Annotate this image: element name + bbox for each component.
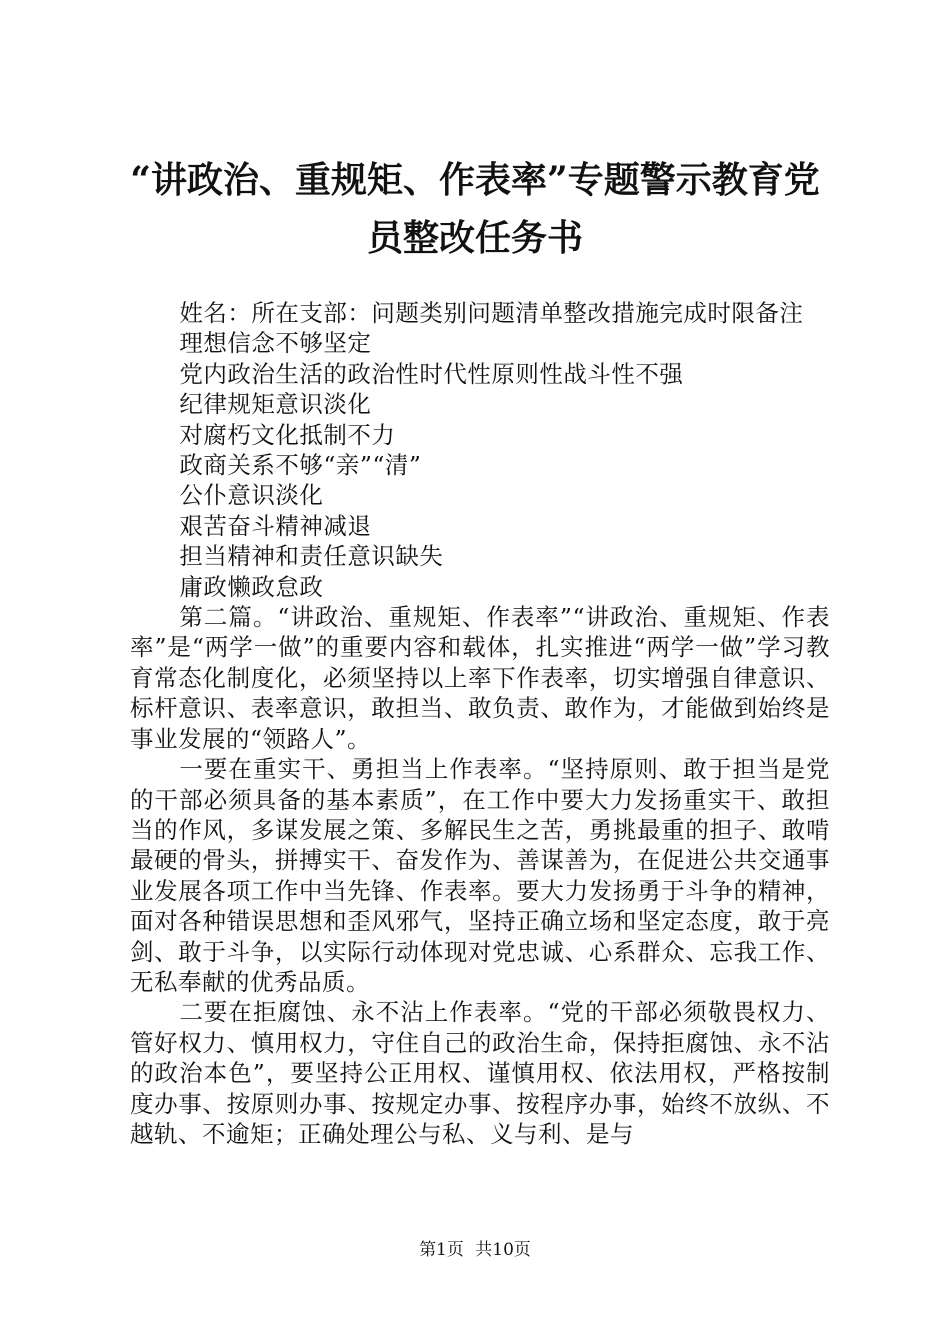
document-title-line-1: “讲政治、重规矩、作表率”专题警示教育党 — [130, 159, 820, 201]
page-total: 共10页 — [475, 1240, 531, 1260]
problem-item: 对腐朽文化抵制不力 — [179, 420, 396, 449]
document-title-line-2: 员整改任务书 — [366, 217, 583, 259]
body-paragraph: 第二篇。“讲政治、重规矩、作表率”“讲政治、重规矩、作表率”是“两学一做”的重要内容和载体，扎实推进“两学一做”学习教育常态化制度化，必须坚持以上率下作表率，切实增强自律意识、标杆意识、表率意识，敢担当、敢负责、敢作为，才能做到始终是事业发展的“领路人”。 — [130, 603, 830, 753]
problem-item: 党内政治生活的政治性时代性原则性战斗性不强 — [179, 359, 684, 388]
problem-item: 理想信念不够坚定 — [179, 329, 372, 358]
document-body — [130, 298, 830, 1149]
problem-item: 政商关系不够“亲”“清” — [179, 451, 422, 480]
header-fields-paragraph: 姓名：所在支部：问题类别问题清单整改措施完成时限备注 — [179, 299, 804, 327]
problem-item: 艰苦奋斗精神减退 — [179, 511, 372, 540]
body-paragraph: 二要在拒腐蚀、永不沾上作表率。“党的干部必须敬畏权力、管好权力、慎用权力，守住自己的政治生命，保持拒腐蚀、永不沾的政治本色”，要坚持公正用权、谨慎用权、依法用权，严格按制度办事、按原则办事、按规定办事、按程序办事，始终不放纵、不越轨、不逾矩；正确处理公与私、义与利、是与 — [130, 998, 830, 1148]
problem-item: 庸政懒政怠政 — [179, 572, 324, 601]
problem-item: 担当精神和责任意识缺失 — [179, 542, 444, 571]
page-footer — [0, 1240, 950, 1260]
problem-item: 公仆意识淡化 — [179, 481, 324, 510]
body-paragraph: 一要在重实干、勇担当上作表率。“坚持原则、敢于担当是党的干部必须具备的基本素质”，在工作中要大力发扬重实干、敢担当的作风，多谋发展之策、多解民生之苦，勇挑最重的担子、敢啃最硬的骨头，拼搏实干、奋发作为、善谋善为，在促进公共交通事业发展各项工作中当先锋、作表率。要大力发扬勇于斗争的精神，面对各种错误思想和歪风邪气，坚持正确立场和坚定态度，敢于亮剑、敢于斗争，以实际行动体现对党忠诚、心系群众、忘我工作、无私奉献的优秀品质。 — [130, 755, 830, 996]
problem-item: 纪律规矩意识淡化 — [179, 390, 372, 419]
page-number: 第1页 — [419, 1240, 464, 1260]
